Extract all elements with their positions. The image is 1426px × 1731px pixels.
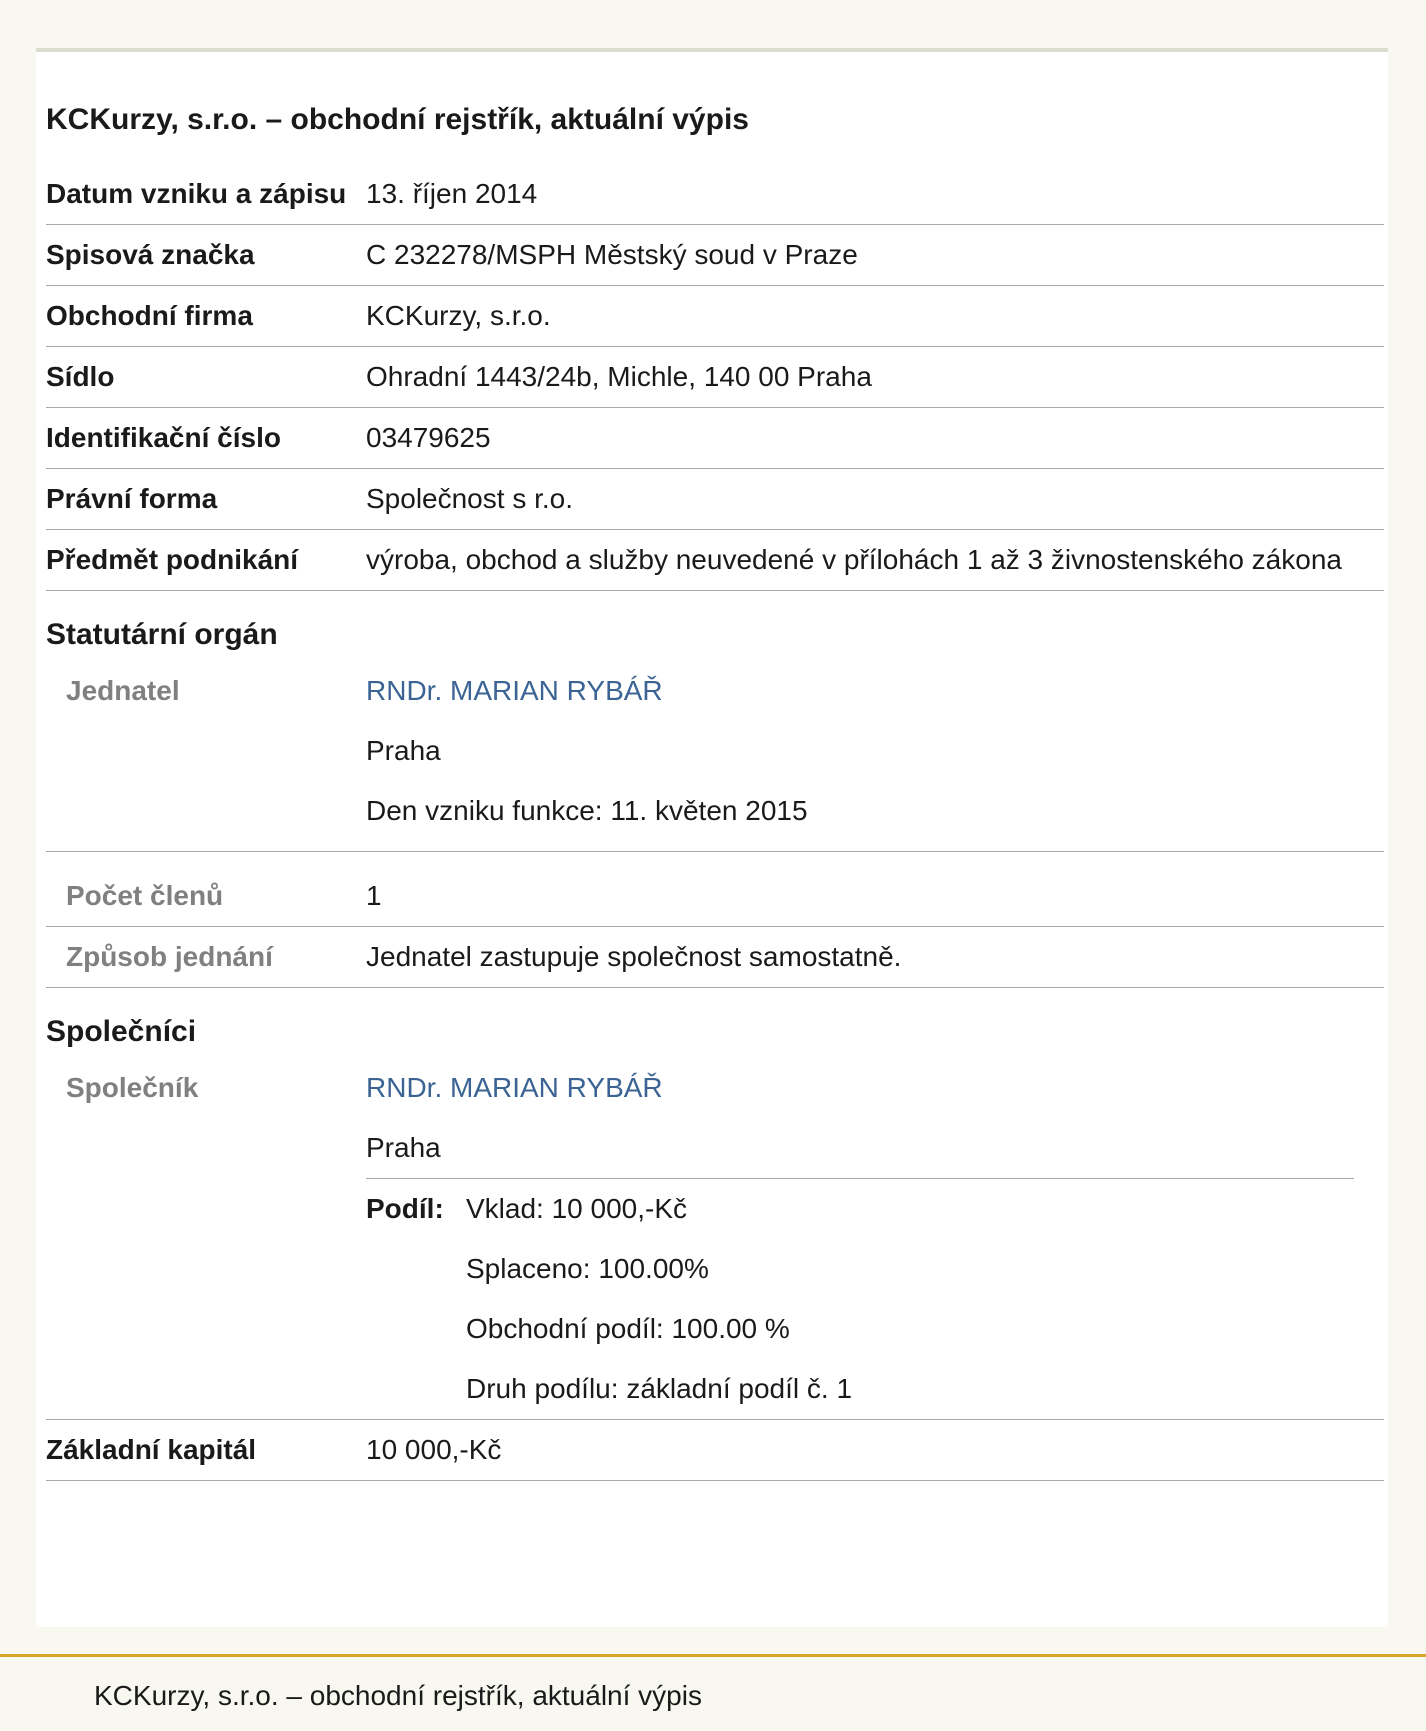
row-zakladni-kapital bbox=[46, 1420, 1384, 1481]
row-label: Předmět podnikání bbox=[46, 544, 299, 575]
spolecnik-details bbox=[366, 1058, 1384, 1419]
podil-obchodni: Obchodní podíl: 100.00 % bbox=[466, 1313, 790, 1344]
row-zpusob-jednani bbox=[46, 927, 1384, 988]
section-heading-statutarni: Statutární orgán bbox=[46, 618, 278, 651]
podil-values bbox=[466, 1179, 852, 1419]
row-label: Spisová značka bbox=[46, 239, 255, 270]
row-value: 03479625 bbox=[366, 422, 491, 453]
jednatel-city: Praha bbox=[366, 735, 441, 766]
row-spisova-znacka bbox=[46, 225, 1384, 286]
jednatel-name-link[interactable]: RNDr. MARIAN RYBÁŘ bbox=[366, 675, 663, 706]
page-title: KCKurzy, s.r.o. – obchodní rejstřík, aktuální výpis bbox=[46, 103, 749, 136]
row-value: výroba, obchod a služby neuvedené v přílohách 1 až 3 živnostenského zákona bbox=[366, 544, 1342, 575]
spolecnik-name-link[interactable]: RNDr. MARIAN RYBÁŘ bbox=[366, 1072, 663, 1103]
zakladni-kapital-value: 10 000,-Kč bbox=[366, 1434, 502, 1465]
podil-label: Podíl: bbox=[366, 1193, 444, 1224]
row-value: KCKurzy, s.r.o. bbox=[366, 300, 551, 331]
row-label: Obchodní firma bbox=[46, 300, 253, 331]
zpusob-jednani-label: Způsob jednání bbox=[66, 941, 273, 972]
row-label: Identifikační číslo bbox=[46, 422, 281, 453]
row-pravni-forma bbox=[46, 469, 1384, 530]
jednatel-label: Jednatel bbox=[66, 675, 180, 706]
pocet-clenu-label: Počet členů bbox=[66, 880, 224, 911]
podil-block bbox=[366, 1178, 1354, 1419]
row-label: Datum vzniku a zápisu bbox=[46, 178, 347, 209]
row-predmet-podnikani bbox=[46, 530, 1384, 591]
row-label: Sídlo bbox=[46, 361, 115, 392]
footer bbox=[0, 1654, 1426, 1731]
jednatel-details bbox=[366, 661, 1384, 841]
row-ico bbox=[46, 408, 1384, 469]
spolecnik-city: Praha bbox=[366, 1132, 441, 1163]
row-value: 13. říjen 2014 bbox=[366, 178, 538, 209]
register-content bbox=[46, 52, 1384, 1481]
row-spolecnik bbox=[46, 1058, 1384, 1420]
register-card bbox=[36, 48, 1388, 1627]
row-jednatel bbox=[46, 661, 1384, 852]
row-value: C 232278/MSPH Městský soud v Praze bbox=[366, 239, 858, 270]
podil-splaceno: Splaceno: 100.00% bbox=[466, 1253, 709, 1284]
podil-druh: Druh podílu: základní podíl č. 1 bbox=[466, 1373, 853, 1404]
zakladni-kapital-label: Základní kapitál bbox=[46, 1434, 257, 1465]
row-obchodni-firma bbox=[46, 286, 1384, 347]
podil-vklad: Vklad: 10 000,-Kč bbox=[466, 1193, 688, 1224]
row-sidlo bbox=[46, 347, 1384, 408]
row-pocet-clenu bbox=[46, 852, 1384, 927]
spolecnik-label: Společník bbox=[66, 1072, 199, 1103]
jednatel-since: Den vzniku funkce: 11. květen 2015 bbox=[366, 795, 808, 826]
pocet-clenu-value: 1 bbox=[366, 880, 382, 911]
row-value: Společnost s r.o. bbox=[366, 483, 574, 514]
footer-text: KCKurzy, s.r.o. – obchodní rejstřík, aktuální výpis bbox=[94, 1680, 702, 1711]
row-label: Právní forma bbox=[46, 483, 218, 514]
zpusob-jednani-value: Jednatel zastupuje společnost samostatně. bbox=[366, 941, 902, 972]
row-datum-vzniku bbox=[46, 164, 1384, 225]
section-heading-spolecnici: Společníci bbox=[46, 1015, 197, 1048]
row-value: Ohradní 1443/24b, Michle, 140 00 Praha bbox=[366, 361, 872, 392]
